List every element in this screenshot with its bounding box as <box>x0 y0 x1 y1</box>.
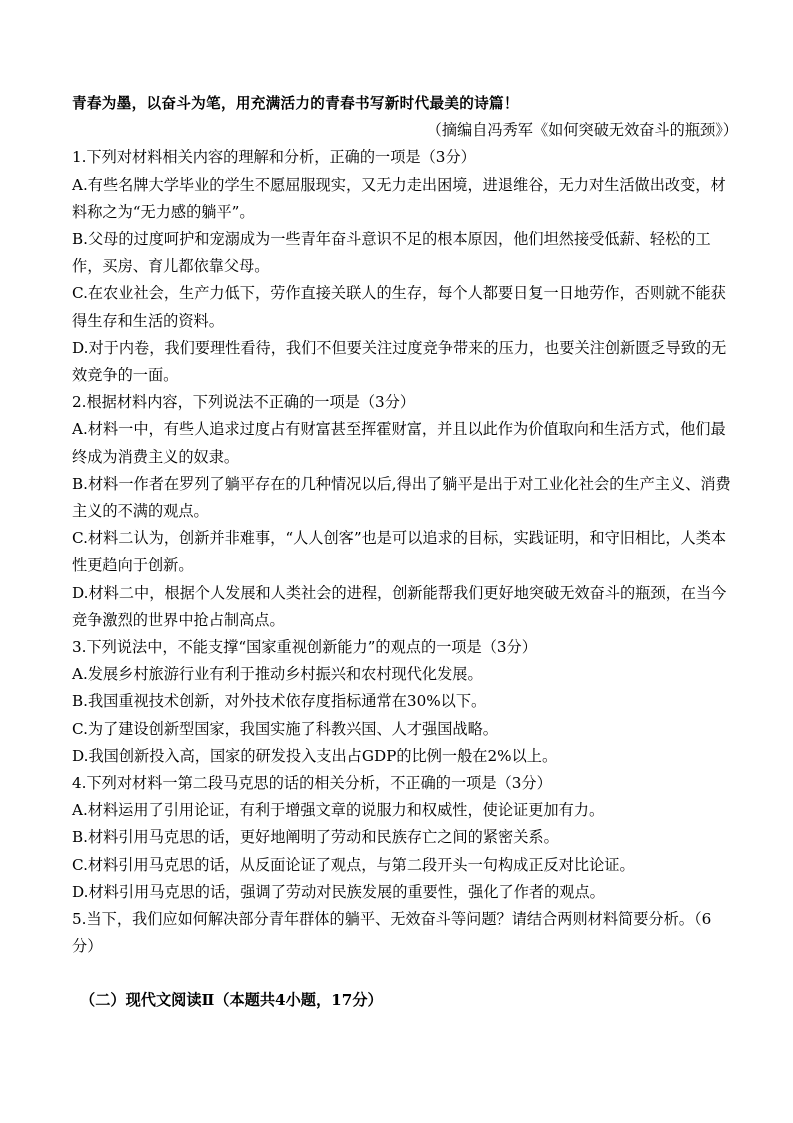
question-3-stem: 3.下列说法中，不能支撑“国家重视创新能力”的观点的一项是（3分） <box>72 638 537 657</box>
question-3-option-c: C.为了建设创新型国家，我国实施了科教兴国、人才强国战略。 <box>72 719 498 738</box>
question-2-option-d: D.材料二中，根据个人发展和人类社会的进程，创新能帮我们更好地突破无效奋斗的瓶颈，在当今竞争激烈的世界中抢占制高点。 <box>72 583 727 629</box>
question-4-stem: 4.下列对材料一第二段马克思的话的相关分析，不正确的一项是（3分） <box>72 774 552 793</box>
question-2-option-a: A.材料一中，有些人追求过度占有财富甚至挥霍财富，并且以此作为价值取向和生活方式，他们最终成为消费主义的奴隶。 <box>72 420 726 466</box>
question-4-option-c: C.材料引用马克思的话，从反面论证了观点，与第二段开头一句构成正反对比论证。 <box>72 855 635 874</box>
spacer <box>72 961 732 987</box>
question-4-option-b: B.材料引用马克思的话，更好地阐明了劳动和民族存亡之间的紧密关系。 <box>72 828 559 847</box>
question-2-option-c: C.材料二认为，创新并非难事，“人人创客”也是可以追求的目标，实践证明，和守旧相比，人类本性更趋向于创新。 <box>72 529 727 575</box>
question-3-option-a: A.发展乡村旅游行业有利于推动乡村振兴和农村现代化发展。 <box>72 665 483 684</box>
question-1-option-b: B.父母的过度呵护和宠溺成为一些青年奋斗意识不足的根本原因，他们坦然接受低薪、轻松的工作，买房、育儿都依靠父母。 <box>72 230 711 276</box>
source-citation: （摘编自冯秀军《如何突破无效奋斗的瓶颈》） <box>426 121 738 140</box>
question-2-option-b: B.材料一作者在罗列了躺平存在的几种情况以后,得出了躺平是出于对工业化社会的生产主义、消费主义的不满的观点。 <box>72 474 731 521</box>
exam-page <box>72 90 738 1014</box>
question-1-option-c: C.在农业社会，生产力低下，劳作直接关联人的生存，每个人都要日复一日地劳作，否则就不能获得生存和生活的资料。 <box>72 284 726 330</box>
question-4-option-a: A.材料运用了引用论证，有利于增强文章的说服力和权威性，使论证更加有力。 <box>72 801 605 820</box>
question-3-option-b: B.我国重视技术创新，对外技术依存度指标通常在30%以下。 <box>72 692 487 711</box>
question-4-option-d: D.材料引用马克思的话，强调了劳动对民族发展的重要性，强化了作者的观点。 <box>72 882 605 901</box>
question-1-stem: 1.下列对材料相关内容的理解和分析，正确的一项是（3分） <box>72 148 476 167</box>
question-5-stem: 5.当下，我们应如何解决部分青年群体的躺平、无效奋斗等问题？请结合两则材料简要分析。（6分） <box>72 910 712 956</box>
section-heading: （二）现代文阅读Ⅱ（本题共4小题，17分） <box>80 990 383 1009</box>
question-1-option-d: D.对于内卷，我们要理性看待，我们不但要关注过度竞争带来的压力，也要关注创新匮乏导致的无效竞争的一面。 <box>72 338 727 385</box>
question-3-option-d: D.我国创新投入高，国家的研发投入支出占GDP的比例一般在2%以上。 <box>72 746 558 765</box>
question-1-option-a: A.有些名牌大学毕业的学生不愿屈服现实，又无力走出困境，进退维谷，无力对生活做出改变，材料称之为“无力感的躺平”。 <box>72 175 726 221</box>
question-2-stem: 2.根据材料内容，下列说法不正确的一项是（3分） <box>72 393 416 412</box>
closing-line: 青春为墨，以奋斗为笔，用充满活力的青春书写新时代最美的诗篇！ <box>72 95 519 112</box>
